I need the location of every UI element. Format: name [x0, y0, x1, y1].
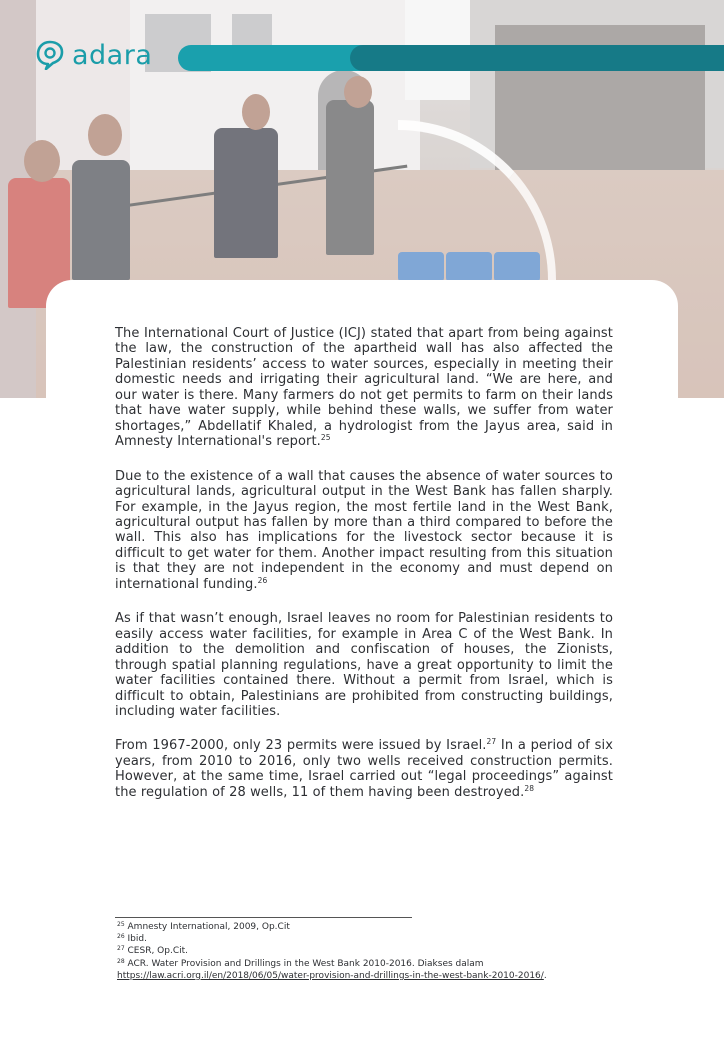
footnote-number: 27 — [117, 945, 125, 953]
paragraph-3 — [115, 611, 613, 719]
footnote-item — [117, 970, 637, 982]
footnote-text: CESR, Op.Cit. — [127, 946, 189, 957]
footnote-ref: 25 — [320, 433, 331, 443]
footnotes — [117, 921, 637, 982]
footnote-number: 28 — [117, 957, 125, 965]
paragraph-1 — [115, 326, 613, 450]
footnote-item — [117, 933, 637, 945]
adara-logo-icon — [36, 40, 64, 70]
footnote-text: Amnesty International, 2009, Op.Cit — [127, 922, 290, 932]
footnote-link-suffix: . — [543, 970, 547, 981]
paragraph-text: As if that wasn’t enough, Israel leaves no room for Palestinian residents to easily access water facilities, for example in Area C of the West Bank. In addition to the demolition and confiscation of houses, the Zionists, through spatial planning regulations, have a great opportunity to limit the water facilities contained there. Without a permit from Israel, which is difficult to obtain, Palestinians are prohibited from constructing buildings, including water facilities. — [115, 611, 613, 719]
footnote-ref: 27 — [486, 737, 497, 747]
header-banner-bar-dark — [350, 45, 724, 71]
footnote-item — [117, 921, 637, 933]
paragraph-2 — [115, 469, 613, 593]
article-body — [115, 326, 613, 819]
footnote-divider — [115, 917, 412, 918]
footnote-text: ACR. Water Provision and Drillings in the West Bank 2010-2016. Diakses dalam — [127, 958, 484, 969]
paragraph-4 — [115, 738, 613, 800]
footnote-text: Ibid. — [127, 934, 147, 945]
footnote-number: 25 — [117, 921, 125, 928]
paragraph-text: In a period of six years, from 2010 to 2016, only two wells received construction permits. However, at the same time, Israel carried out “legal proceedings” against the regulation of 28 wells, 11 of them having been destroyed. — [115, 738, 613, 800]
footnote-ref: 28 — [524, 783, 535, 793]
brand-logo — [36, 40, 152, 70]
footnote-number: 26 — [117, 933, 125, 941]
paragraph-text: Due to the existence of a wall that causes the absence of water sources to agricultural lands, agricultural output in the West Bank has fallen sharply. For example, in the Jayus region, the most fertile land in the West Bank, agricultural output has fallen by more than a third compared to before the wall. This also has implications for the livestock sector because it is difficult to get water for them. Another impact resulting from this situation is that they are not independent in the economy and must depend on international funding. — [115, 468, 613, 592]
footnote-item — [117, 945, 637, 957]
footnote-link[interactable]: https://law.acri.org.il/en/2018/06/05/water-provision-and-drillings-in-the-west-bank-2010-2016/ — [117, 970, 544, 981]
paragraph-text: The International Court of Justice (ICJ) stated that apart from being against the law, the construction of the apartheid wall has also affected the Palestinian residents’ access to water sources, especially in meeting their domestic needs and irrigating their agricultural land. “We are here, and our water is there. Many farmers do not get permits to farm on their lands that have water supply, while behind these walls, we suffer from water shortages,” Abdellatif Khaled, a hydrologist from the Jayus area, said in Amnesty International's report. — [115, 326, 613, 450]
footnote-item — [117, 958, 637, 970]
footnote-ref: 26 — [257, 575, 268, 585]
paragraph-text: From 1967-2000, only 23 permits were issued by Israel. — [115, 738, 487, 754]
brand-name: adara — [72, 39, 153, 71]
